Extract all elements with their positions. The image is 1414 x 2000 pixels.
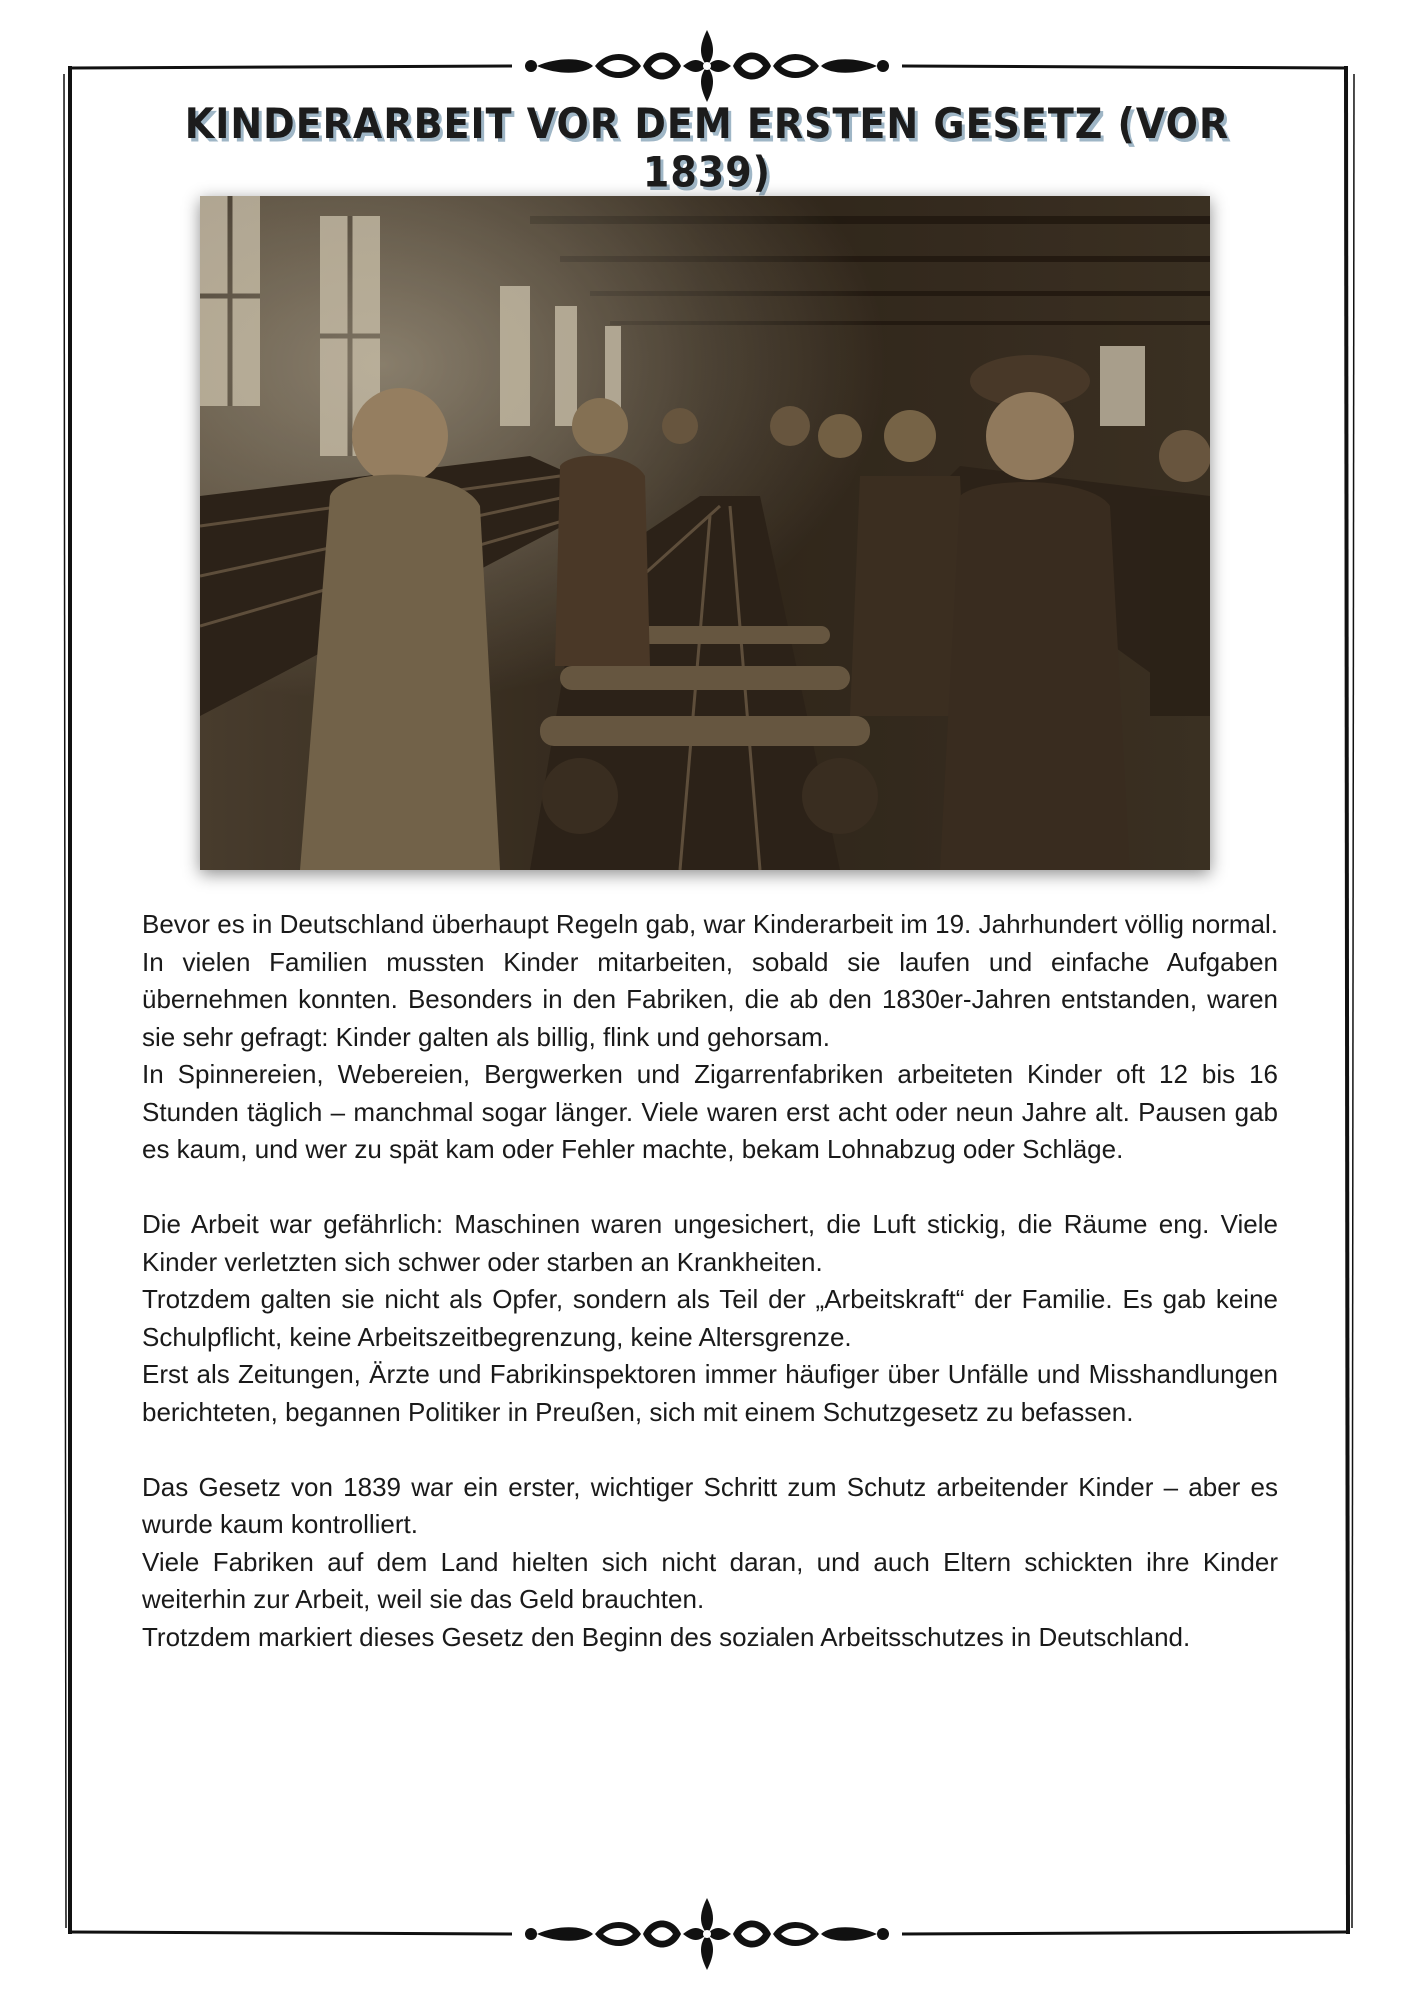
paragraph-3: Die Arbeit war gefährlich: Maschinen waren ungesichert, die Luft stickig, die Räume eng. Viele Kinder verletzten sich schwer oder starben an Krankheiten. [142, 1209, 1278, 1277]
body-text [142, 906, 1278, 1656]
photo-illustration [200, 196, 1210, 870]
paragraph-4: Trotzdem galten sie nicht als Opfer, sondern als Teil der „Arbeitskraft“ der Familie. Es gab keine Schulpflicht, keine Arbeitszeitbegrenzung, keine Altersgrenze. [142, 1284, 1278, 1352]
paragraph-2: In Spinnereien, Webereien, Bergwerken und Zigarrenfabriken arbeiteten Kinder oft 12 bis 16 Stunden täglich – manchmal sogar länger. Viele waren erst acht oder neun Jahre alt. Pausen gab es kaum, und wer zu spät kam oder Fehler machte, bekam Lohnabzug oder Schläge. [142, 1059, 1278, 1164]
paragraph-spacer [142, 1169, 1278, 1207]
paragraph-8: Trotzdem markiert dieses Gesetz den Beginn des sozialen Arbeitsschutzes in Deutschland. [142, 1621, 1191, 1652]
paragraph-7: Viele Fabriken auf dem Land hielten sich nicht daran, und auch Eltern schickten ihre Kinder weiterhin zur Arbeit, weil sie das Geld brauchten. [142, 1546, 1278, 1614]
page-title: KINDERARBEIT VOR DEM ERSTEN GESETZ (VOR 1839) [184, 99, 1230, 197]
paragraph-1: Bevor es in Deutschland überhaupt Regeln gab, war Kinderarbeit im 19. Jahrhundert völlig normal. In vielen Familien mussten Kinder mitarbeiten, sobald sie laufen und einfache Aufgaben übernehmen konnten. Besonders in den Fabriken, die ab den 1830er-Jahren entstanden, waren sie sehr gefragt: Kinder galten als billig, flink und gehorsam. [142, 909, 1278, 1052]
paragraph-spacer [142, 1431, 1278, 1469]
factory-children-photo [200, 196, 1210, 870]
paragraph-6: Das Gesetz von 1839 war ein erster, wichtiger Schritt zum Schutz arbeitender Kinder – aber es wurde kaum kontrolliert. [142, 1471, 1278, 1539]
paragraph-5: Erst als Zeitungen, Ärzte und Fabrikinspektoren immer häufiger über Unfälle und Misshandlungen berichteten, begannen Politiker in Preußen, sich mit einem Schutzgesetz zu befassen. [142, 1359, 1278, 1427]
